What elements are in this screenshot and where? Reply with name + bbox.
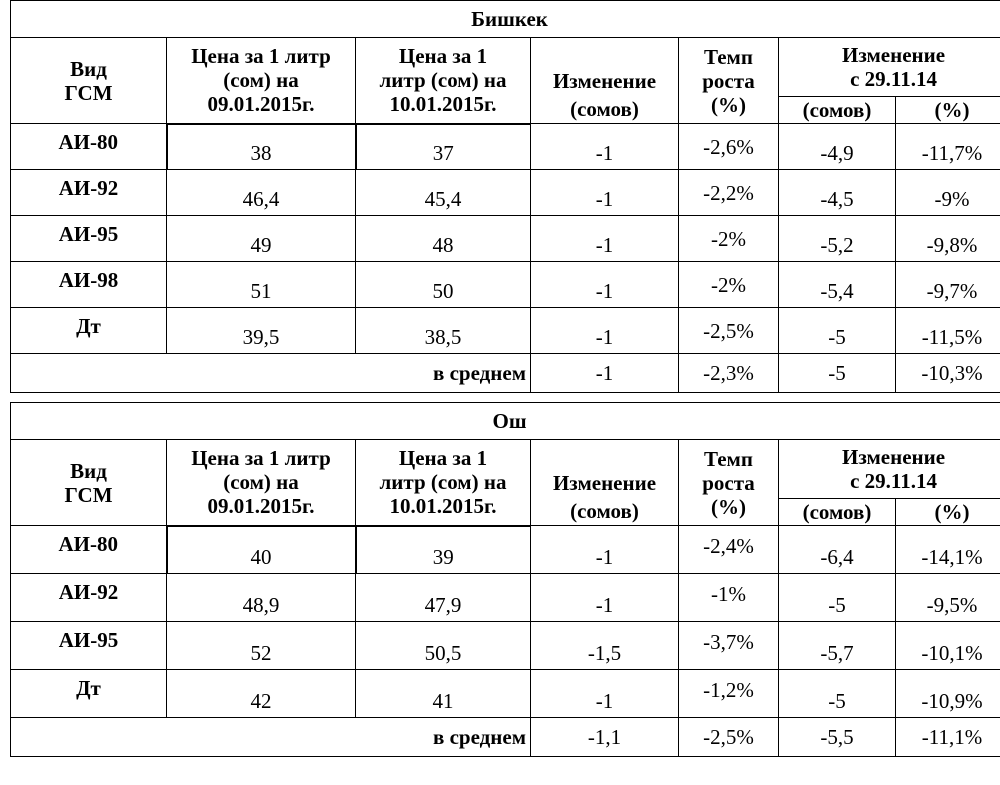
table-row <box>11 670 1000 718</box>
header-text: Изменение <box>552 470 657 495</box>
price-prev: 48,9 <box>167 574 356 622</box>
price-curr: 39 <box>356 526 531 574</box>
header-since-som: (сомов) <box>779 97 896 124</box>
price-curr: 47,9 <box>356 574 531 622</box>
change: -1 <box>531 574 679 622</box>
growth: -2% <box>679 262 779 308</box>
header-text: 09.01.2015г. <box>207 92 315 117</box>
header-price-prev <box>167 440 356 526</box>
price-curr: 37 <box>356 124 531 170</box>
avg-change: -1 <box>531 354 679 393</box>
price-prev: 46,4 <box>167 170 356 216</box>
change: -1 <box>531 124 679 170</box>
change: -1 <box>531 308 679 354</box>
since-pct: -11,5% <box>896 308 1000 354</box>
city-title: Ош <box>11 403 1000 440</box>
growth: -2,6% <box>679 124 779 170</box>
table-row <box>11 526 1000 574</box>
change: -1,5 <box>531 622 679 670</box>
price-prev: 39,5 <box>167 308 356 354</box>
since-pct: -10,1% <box>896 622 1000 670</box>
table-row <box>11 574 1000 622</box>
header-text: Изменение <box>842 445 946 469</box>
avg-growth: -2,5% <box>679 718 779 757</box>
header-text: Цена за 1 литр <box>191 44 331 69</box>
price-prev: 38 <box>167 124 356 170</box>
price-curr: 50,5 <box>356 622 531 670</box>
header-text: Изменение <box>842 43 946 67</box>
table-row <box>11 216 1000 262</box>
since-som: -5,2 <box>779 216 896 262</box>
header-since-som: (сомов) <box>779 499 896 526</box>
since-som: -6,4 <box>779 526 896 574</box>
header-text: 09.01.2015г. <box>207 494 315 519</box>
fuel-name: Дт <box>11 308 167 354</box>
header-price-curr <box>356 38 531 124</box>
change: -1 <box>531 262 679 308</box>
since-som: -4,5 <box>779 170 896 216</box>
avg-growth: -2,3% <box>679 354 779 393</box>
header-change <box>531 440 679 526</box>
since-pct: -9,7% <box>896 262 1000 308</box>
table-row <box>11 262 1000 308</box>
price-curr: 38,5 <box>356 308 531 354</box>
average-row <box>11 718 1000 757</box>
price-curr: 45,4 <box>356 170 531 216</box>
price-curr: 41 <box>356 670 531 718</box>
since-pct: -14,1% <box>896 526 1000 574</box>
since-pct: -11,7% <box>896 124 1000 170</box>
avg-since-pct: -11,1% <box>896 718 1000 757</box>
price-prev: 49 <box>167 216 356 262</box>
avg-since-som: -5,5 <box>779 718 896 757</box>
header-text: (сомов) <box>570 97 639 121</box>
growth: -2,2% <box>679 170 779 216</box>
table-row <box>11 170 1000 216</box>
header-text: ГСМ <box>64 80 113 105</box>
price-prev: 51 <box>167 262 356 308</box>
growth: -1% <box>679 574 779 622</box>
header-growth <box>679 38 779 124</box>
header-fuel-type <box>11 38 167 124</box>
since-pct: -9,8% <box>896 216 1000 262</box>
header-text: Вид <box>70 56 107 81</box>
change: -1 <box>531 170 679 216</box>
osh-price-table <box>10 402 1000 757</box>
table-row <box>11 622 1000 670</box>
fuel-name: АИ-98 <box>11 262 167 308</box>
header-text: Цена за 1 литр <box>191 446 331 471</box>
fuel-name: АИ-80 <box>11 124 167 170</box>
average-label: в среднем <box>11 354 531 393</box>
since-som: -4,9 <box>779 124 896 170</box>
price-prev: 40 <box>167 526 356 574</box>
header-text: роста <box>702 68 755 93</box>
since-pct: -9% <box>896 170 1000 216</box>
since-som: -5 <box>779 574 896 622</box>
bishkek-price-table <box>10 0 1000 393</box>
header-text: литр (сом) на <box>379 68 507 93</box>
since-pct: -10,9% <box>896 670 1000 718</box>
fuel-name: АИ-92 <box>11 574 167 622</box>
header-text: (%) <box>711 92 746 117</box>
price-prev: 52 <box>167 622 356 670</box>
growth: -2,5% <box>679 308 779 354</box>
since-som: -5,7 <box>779 622 896 670</box>
city-title: Бишкек <box>11 1 1000 38</box>
header-text: Темп <box>704 44 753 69</box>
fuel-name: АИ-95 <box>11 216 167 262</box>
table-row <box>11 308 1000 354</box>
header-price-prev <box>167 38 356 124</box>
header-text: Цена за 1 <box>398 44 488 69</box>
fuel-name: АИ-95 <box>11 622 167 670</box>
header-fuel-type <box>11 440 167 526</box>
header-text: ГСМ <box>64 482 113 507</box>
header-since <box>779 38 1000 97</box>
header-since-pct: (%) <box>896 97 1000 124</box>
avg-since-pct: -10,3% <box>896 354 1000 393</box>
header-since <box>779 440 1000 499</box>
growth: -2% <box>679 216 779 262</box>
change: -1 <box>531 216 679 262</box>
header-change <box>531 38 679 124</box>
header-text: (%) <box>711 494 746 519</box>
header-text: (сом) на <box>223 470 299 495</box>
fuel-name: АИ-80 <box>11 526 167 574</box>
table-row <box>11 124 1000 170</box>
change: -1 <box>531 670 679 718</box>
price-curr: 48 <box>356 216 531 262</box>
header-text: (сом) на <box>223 68 299 93</box>
header-text: роста <box>702 470 755 495</box>
header-text: литр (сом) на <box>379 470 507 495</box>
header-price-curr <box>356 440 531 526</box>
header-text: Цена за 1 <box>398 446 488 471</box>
header-text: 10.01.2015г. <box>389 494 497 519</box>
growth: -2,4% <box>679 526 779 574</box>
header-text: 10.01.2015г. <box>389 92 497 117</box>
since-pct: -9,5% <box>896 574 1000 622</box>
since-som: -5,4 <box>779 262 896 308</box>
since-som: -5 <box>779 670 896 718</box>
header-text: (сомов) <box>570 499 639 523</box>
average-label: в среднем <box>11 718 531 757</box>
price-curr: 50 <box>356 262 531 308</box>
avg-since-som: -5 <box>779 354 896 393</box>
header-text: Вид <box>70 458 107 483</box>
average-row <box>11 354 1000 393</box>
change: -1 <box>531 526 679 574</box>
fuel-name: Дт <box>11 670 167 718</box>
since-som: -5 <box>779 308 896 354</box>
header-text: с 29.11.14 <box>850 67 937 91</box>
price-prev: 42 <box>167 670 356 718</box>
header-growth <box>679 440 779 526</box>
header-text: Изменение <box>552 68 657 93</box>
header-text: Темп <box>704 446 753 471</box>
fuel-name: АИ-92 <box>11 170 167 216</box>
header-text: с 29.11.14 <box>850 469 937 493</box>
growth: -3,7% <box>679 622 779 670</box>
avg-change: -1,1 <box>531 718 679 757</box>
growth: -1,2% <box>679 670 779 718</box>
header-since-pct: (%) <box>896 499 1000 526</box>
